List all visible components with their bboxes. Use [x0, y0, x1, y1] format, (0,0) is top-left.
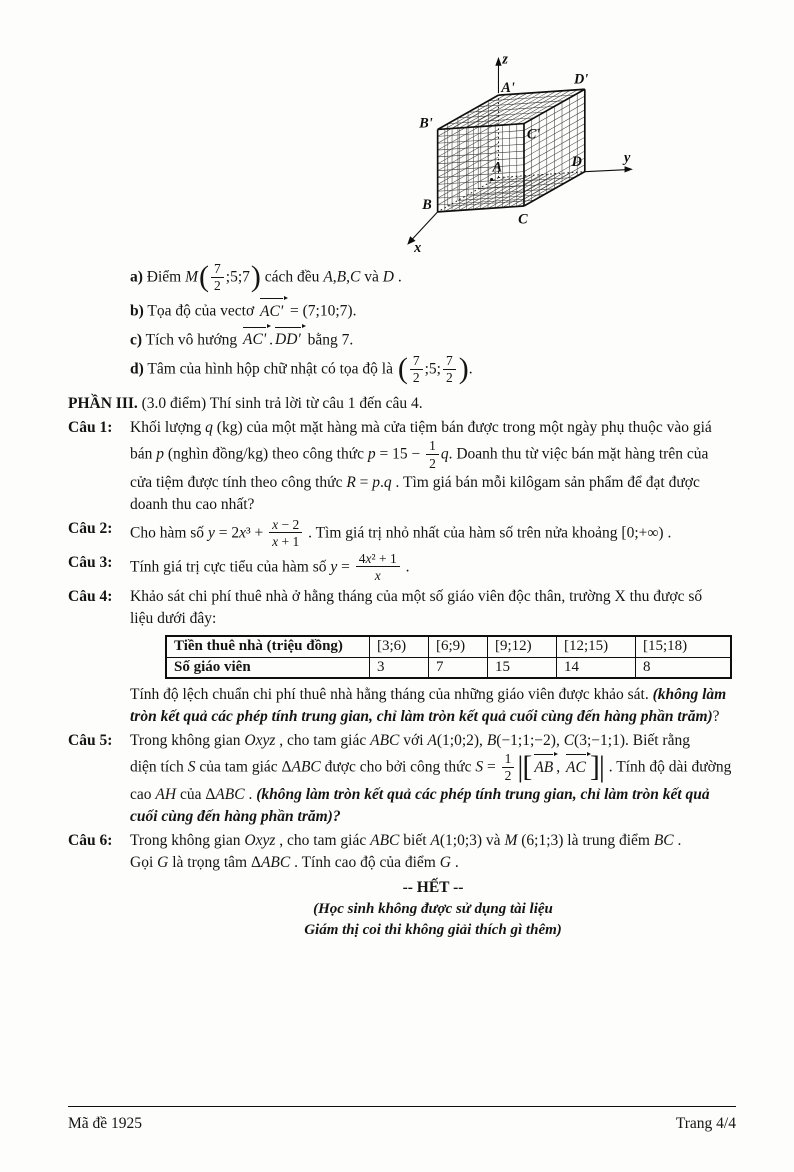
- question-4-line-1: Khảo sát chi phí thuê nhà ở hằng tháng của một số giáo viên độc thân, trường X thu được số: [130, 588, 703, 606]
- question-1: [68, 417, 736, 515]
- part2-statements: [130, 259, 736, 386]
- axis-label-z: z: [502, 51, 508, 68]
- question-6-label: Câu 6:: [68, 832, 113, 850]
- ending-note-1: (Học sinh không được sử dụng tài liệu: [313, 901, 553, 918]
- table-header-bin-2: [6;9): [429, 636, 488, 657]
- table-header-rent: Tiền thuê nhà (triệu đồng): [166, 636, 370, 657]
- figure-labels: [413, 52, 631, 256]
- page-number: Trang 4/4: [675, 1115, 736, 1132]
- box-edges: [438, 89, 585, 212]
- box-figure: [398, 50, 648, 258]
- end-marker: -- HẾT --: [402, 879, 464, 897]
- table-header-row: [166, 636, 731, 657]
- vertex-label-b: B: [422, 196, 432, 213]
- table-value-3: 15: [488, 657, 557, 678]
- question-1-line-2: bán p (nghìn đồng/kg) theo công thức p = 15 − $\frac{1}{2}$ q. Doanh thu từ việc bán mặt hàng trên của: [130, 438, 709, 471]
- question-5-label: Câu 5:: [68, 732, 113, 750]
- exam-page: [0, 50, 794, 941]
- question-2-label: Câu 2:: [68, 519, 113, 537]
- table-value-1: 3: [370, 657, 429, 678]
- vertex-label-d-prime: D': [574, 71, 589, 88]
- question-6-line-2: Gọi G là trọng tâm ΔABC . Tính cao độ của điểm G .: [130, 854, 459, 872]
- question-4-line-4: tròn kết quả các phép tính trung gian, chỉ làm tròn kết quả cuối cùng đến hàng phần trăm)?: [130, 708, 720, 726]
- question-3-line-1: Tính giá trị cực tiểu của hàm số y = $\frac{\text{4x² + 1}}{x}$ .: [130, 550, 410, 583]
- vertex-label-c: C: [518, 211, 528, 228]
- question-4-label: Câu 4:: [68, 588, 113, 606]
- rent-frequency-table: [165, 635, 732, 679]
- ending-note-2: Giám thị coi thi không giải thích gì thêm): [304, 922, 562, 939]
- table-value-5: 8: [636, 657, 732, 678]
- statement-d: d) Tâm của hình hộp chữ nhật có tọa độ là ( $\frac{7}{2}$ ;5; $\frac{7}{2}$ ).: [130, 351, 473, 386]
- question-5-line-2: diện tích S của tam giác ΔABC được cho bởi công thức S = $\frac{1}{2}$ |[ AB , AC ]| . Tính độ dài đường: [130, 749, 732, 784]
- question-6: [68, 830, 736, 874]
- box-grid-lines: [438, 90, 585, 212]
- axis-label-x: x: [414, 240, 422, 257]
- table-header-bin-4: [12;15): [557, 636, 636, 657]
- question-3: [68, 552, 736, 584]
- statement-c: c) Tích vô hướng AC' . DD' bằng 7.: [130, 326, 736, 352]
- vertex-label-c-prime: C': [526, 126, 541, 143]
- question-5-line-3: cao AH của ΔABC . (không làm tròn kết quả các phép tính trung gian, chỉ làm tròn kết quả: [130, 786, 710, 804]
- question-2: [68, 518, 736, 550]
- vertex-label-a-prime: A': [501, 80, 515, 97]
- statement-a: a) Điểm M( $\frac{7}{2}$ ;5;7) cách đều A,B,C và D .: [130, 259, 402, 294]
- question-5-line-4: cuối cùng đến hàng phần trăm)?: [130, 808, 341, 826]
- question-1-line-3: cửa tiệm được tính theo công thức R = p.q . Tìm giá bán mỗi kilôgam sản phẩm để đạt được: [130, 473, 700, 491]
- table-header-bin-3: [9;12): [488, 636, 557, 657]
- part3-heading: PHẦN III. (3.0 điểm) Thí sinh trả lời từ câu 1 đến câu 4.: [68, 395, 423, 413]
- question-1-line-4: doanh thu cao nhất?: [130, 495, 255, 513]
- question-3-label: Câu 3:: [68, 553, 113, 571]
- question-1-label: Câu 1:: [68, 419, 113, 437]
- vertex-label-a: A: [492, 159, 503, 176]
- box-3d-figure: [398, 50, 648, 258]
- table-header-bin-5: [15;18): [636, 636, 732, 657]
- exam-code: Mã đề 1925: [68, 1115, 143, 1132]
- statement-b: b) Tọa độ của vectơ AC' = (7;10;7).: [130, 297, 736, 323]
- question-4: [68, 586, 736, 728]
- axis-label-y: y: [624, 149, 631, 166]
- table-header-bin-1: [3;6): [370, 636, 429, 657]
- vertex-label-b-prime: B': [419, 115, 433, 132]
- question-1-line-1: Khối lượng q (kg) của một mặt hàng mà cửa tiệm bán được trong một ngày phụ thuộc vào giá: [130, 419, 712, 437]
- question-6-line-1: Trong không gian Oxyz , cho tam giác ABC biết A(1;0;3) và M (6;1;3) là trung điểm BC .: [130, 832, 682, 850]
- question-2-line-1: Cho hàm số y = 2x³ + $\frac{x - 2}{x + 1}$ . Tìm giá trị nhỏ nhất của hàm số trên nửa khoảng [0;+∞) .: [130, 516, 672, 549]
- question-4-line-3: Tính độ lệch chuẩn chi phí thuê nhà hằng tháng của những giáo viên được khảo sát. (không làm: [130, 686, 727, 704]
- question-5: [68, 730, 736, 828]
- page-footer: [68, 1106, 736, 1135]
- table-value-row: [166, 657, 731, 678]
- question-4-line-2: liệu dưới đây:: [130, 610, 217, 628]
- table-row-teachers: Số giáo viên: [166, 657, 370, 678]
- exam-ending: [130, 877, 736, 941]
- table-value-2: 7: [429, 657, 488, 678]
- question-5-line-1: Trong không gian Oxyz , cho tam giác ABC với A(1;0;2), B(−1;1;−2), C(3;−1;1). Biết rằng: [130, 732, 690, 750]
- table-value-4: 14: [557, 657, 636, 678]
- vertex-label-d: D: [571, 153, 582, 170]
